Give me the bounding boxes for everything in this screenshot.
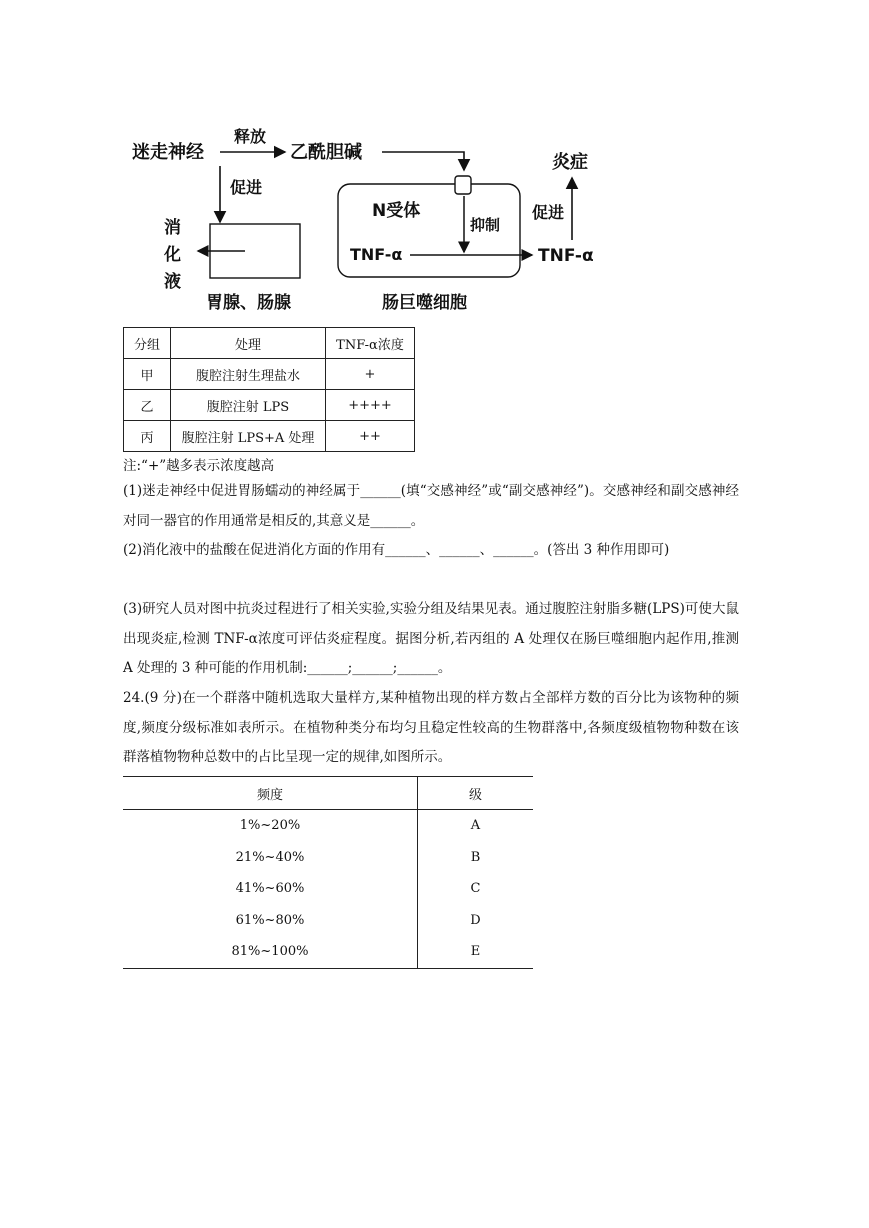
table-row: [123, 810, 533, 842]
table-header-row: [123, 777, 533, 810]
table-cell: 1%~20%: [123, 810, 418, 842]
table-cell: 41%~60%: [123, 873, 418, 905]
header-cell: TNF-α浓度: [326, 328, 415, 359]
table-cell: C: [470, 881, 481, 897]
table-row: [124, 359, 415, 390]
question-3: (3)研究人员对图中抗炎过程进行了相关实验,实验分组及结果见表。通过腹腔注射脂多糖(LPS)可使大鼠出现炎症,检测 TNF-α浓度可评估炎症程度。据图分析,若丙组的 A 处理仅在肠巨噬细胞内起作用,推测 A 处理的 3 种可能的作用机制:______;______;______。: [123, 601, 739, 676]
table-row: [124, 421, 415, 452]
header-cell: 分组: [124, 328, 171, 359]
table-cell: 乙: [124, 390, 171, 421]
label-vagus: 迷走神经: [132, 142, 204, 163]
table-row: [123, 905, 533, 937]
header-cell: 级: [418, 777, 534, 810]
table-row: [123, 842, 533, 874]
table-cell: ++++: [326, 390, 415, 421]
label-release: 释放: [234, 127, 267, 146]
table-row: [123, 936, 533, 968]
label-ach: 乙酰胆碱: [290, 142, 362, 163]
table-header-row: [124, 328, 415, 359]
table-cell: ++: [326, 421, 415, 452]
table-cell: D: [470, 912, 481, 928]
table-cell: 甲: [124, 359, 171, 390]
header-cell: 频度: [123, 777, 418, 810]
label-tnf-outer: TNF-α: [538, 246, 594, 266]
table-cell: B: [470, 849, 481, 865]
experiment-table: [123, 327, 415, 452]
label-promote-1: 促进: [230, 178, 263, 197]
table-cell: 腹腔注射生理盐水: [171, 359, 326, 390]
vagus-nerve-diagram: [120, 118, 620, 323]
label-tnf-inner: TNF-α: [350, 245, 403, 264]
question-2: (2)消化液中的盐酸在促进消化方面的作用有______、______、______。(答出 3 种作用即可): [123, 542, 670, 558]
table-note: 注:“+”越多表示浓度越高: [123, 458, 275, 474]
label-glands: 胃腺、肠腺: [206, 293, 291, 313]
label-digest-juice-3: 液: [164, 272, 181, 292]
label-digest-juice-1: 消: [164, 218, 181, 238]
table-cell: 81%~100%: [123, 936, 418, 968]
label-n-receptor: N受体: [372, 201, 421, 221]
label-digest-juice-2: 化: [164, 245, 181, 265]
label-macrophage: 肠巨噬细胞: [382, 293, 467, 313]
table-cell: 腹腔注射 LPS: [171, 390, 326, 421]
header-cell: 处理: [171, 328, 326, 359]
question-1: (1)迷走神经中促进胃肠蠕动的神经属于______(填“交感神经”或“副交感神经”)。交感神经和副交感神经对同一器官的作用通常是相反的,其意义是______。: [123, 483, 739, 529]
label-inflammation: 炎症: [552, 152, 588, 173]
frequency-table: [123, 776, 533, 969]
table-cell: E: [418, 936, 534, 968]
table-cell: +: [326, 359, 415, 390]
table-cell: 丙: [124, 421, 171, 452]
table-cell: 腹腔注射 LPS+A 处理: [171, 421, 326, 452]
arrow-ach-to-receptor: [382, 152, 464, 170]
table-cell: A: [470, 818, 481, 834]
question-24: 24.(9 分)在一个群落中随机选取大量样方,某种植物出现的样方数占全部样方数的百分比为该物种的频度,频度分级标准如表所示。在植物种类分布均匀且稳定性较高的生物群落中,各频度级植物物种数在该群落植物物种总数中的占比呈现一定的规律,如图所示。: [123, 690, 739, 765]
label-promote-2: 促进: [532, 203, 565, 222]
n-receptor-shape: [455, 176, 471, 194]
table-cell: 21%~40%: [123, 842, 418, 874]
table-cell: 61%~80%: [123, 905, 418, 937]
table-row: [123, 873, 533, 905]
table-row: [124, 390, 415, 421]
label-inhibit: 抑制: [470, 216, 501, 234]
